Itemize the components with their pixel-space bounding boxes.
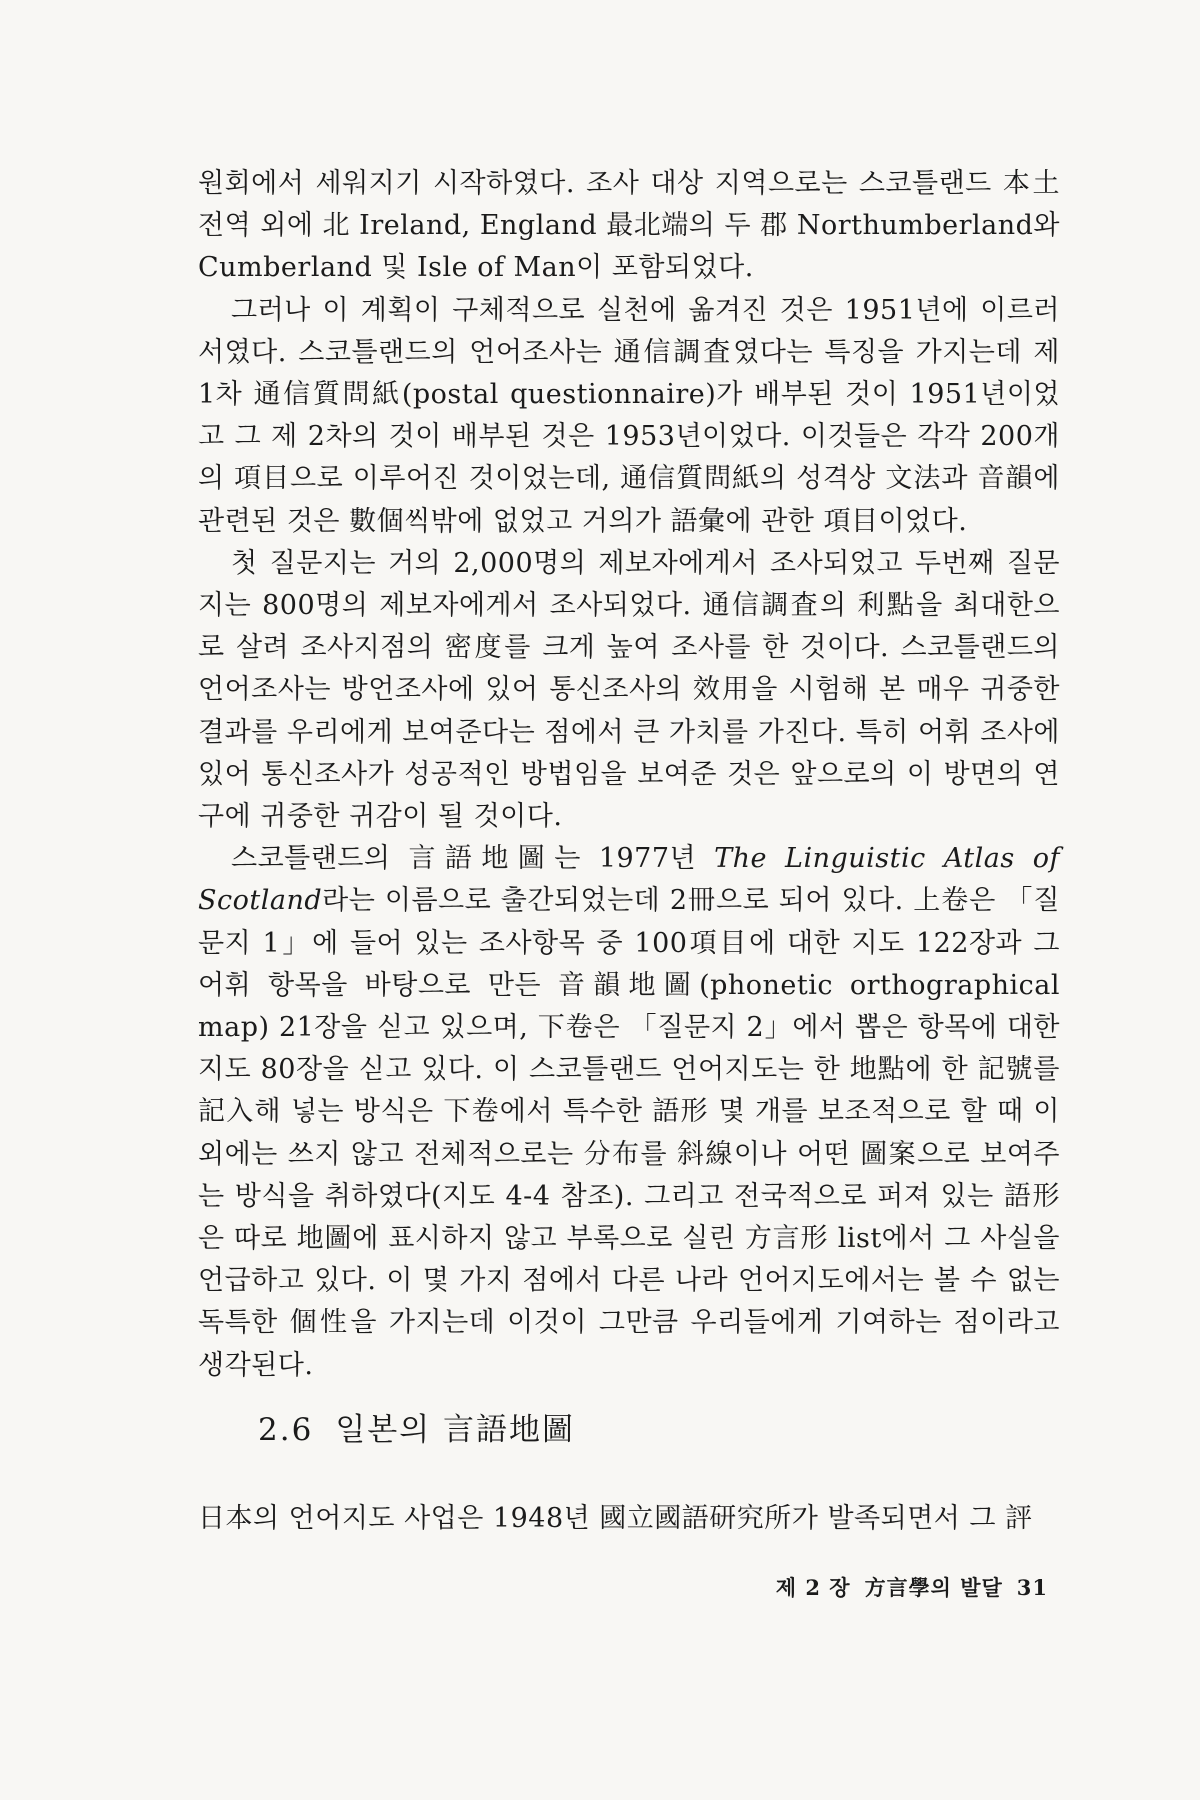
running-footer xyxy=(762,1572,1048,1602)
paragraph-4-rest: 라는 이름으로 출간되었는데 2冊으로 되어 있다. 上卷은 「질문지 1」에 들어 있는 조사항목 중 100項目에 대한 지도 122장과 그 어휘 항목을 바탕으로 만든 音韻地圖(phonetic orthographical map) 21장을 싣고 있으며, 下卷은 「질문지 2」에서 뽑은 항목에 대한 지도 80장을 싣고 있다. 이 스코틀랜드 언어지도는 한 地點에 한 記號를 記入해 넣는 방식은 下卷에서 특수한 語形 몇 개를 보조적으로 할 때 이외에는 쓰지 않고 전체적으로는 分布를 斜線이나 어떤 圖案으로 보여주는 방식을 취하였다(지도 4-4 참조). 그리고 전국적으로 퍼져 있는 語形은 따로 地圖에 표시하지 않고 부록으로 실린 方言形 list에서 그 사실을 언급하고 있다. 이 몇 가지 점에서 다른 나라 언어지도에서는 볼 수 없는 독특한 個性을 가지는데 이것이 그만큼 우리들에게 기여하는 점이라고 생각된다. xyxy=(198,885,1060,1381)
body-text xyxy=(198,163,1060,1387)
next-paragraph: 日本의 언어지도 사업은 1948년 國立國語研究所가 발족되면서 그 評 xyxy=(198,1503,1033,1534)
section-heading xyxy=(258,1404,575,1449)
paragraph-4-lead: 스코틀랜드의 言語地圖는 1977년 xyxy=(231,843,715,875)
atlas-title: The Linguistic Atlas of Scotland xyxy=(198,843,1060,917)
footer-chapter: 제 2 장 xyxy=(775,1575,851,1600)
section-title: 일본의 言語地圖 xyxy=(335,1412,576,1448)
paragraph-3: 첫 질문지는 거의 2,000명의 제보자에게서 조사되었고 두번째 질문지는 800명의 제보자에게서 조사되었다. 通信調査의 利點을 최대한으로 살려 조사지점의 密度를 크게 높여 조사를 한 것이다. 스코틀랜드의 언어조사는 방언조사에 있어 통신조사의 效用을 시험해 본 매우 귀중한 결과를 우리에게 보여준다는 점에서 큰 가치를 가진다. 특히 어휘 조사에 있어 통신조사가 성공적인 방법임을 보여준 것은 앞으로의 이 방면의 연구에 귀중한 귀감이 될 것이다. xyxy=(198,547,1061,833)
footer-chapter-title: 方言學의 발달 xyxy=(864,1575,1003,1600)
section-number: 2.6 xyxy=(258,1412,314,1448)
page-number: 31 xyxy=(1016,1575,1048,1600)
paragraph-2: 그러나 이 계획이 구체적으로 실천에 옮겨진 것은 1951년에 이르러서였다. 스코틀랜드의 언어조사는 通信調査였다는 특징을 가지는데 제 1차 通信質問紙(postal questionnaire)가 배부된 것이 1951년이었고 그 제 2차의 것이 배부된 것은 1953년이었다. 이것들은 각각 200개의 項目으로 이루어진 것이었는데, 通信質問紙의 성격상 文法과 音韻에 관련된 것은 數個씩밖에 없었고 거의가 語彙에 관한 項目이었다. xyxy=(198,294,1060,537)
paragraph-4 xyxy=(198,838,1060,1387)
paragraph-1: 원회에서 세워지기 시작하였다. 조사 대상 지역으로는 스코틀랜드 本土 전역 외에 北 Ireland, England 最北端의 두 郡 Northumberland와 Cumberland 및 Isle of Man이 포함되었다. xyxy=(198,168,1060,284)
